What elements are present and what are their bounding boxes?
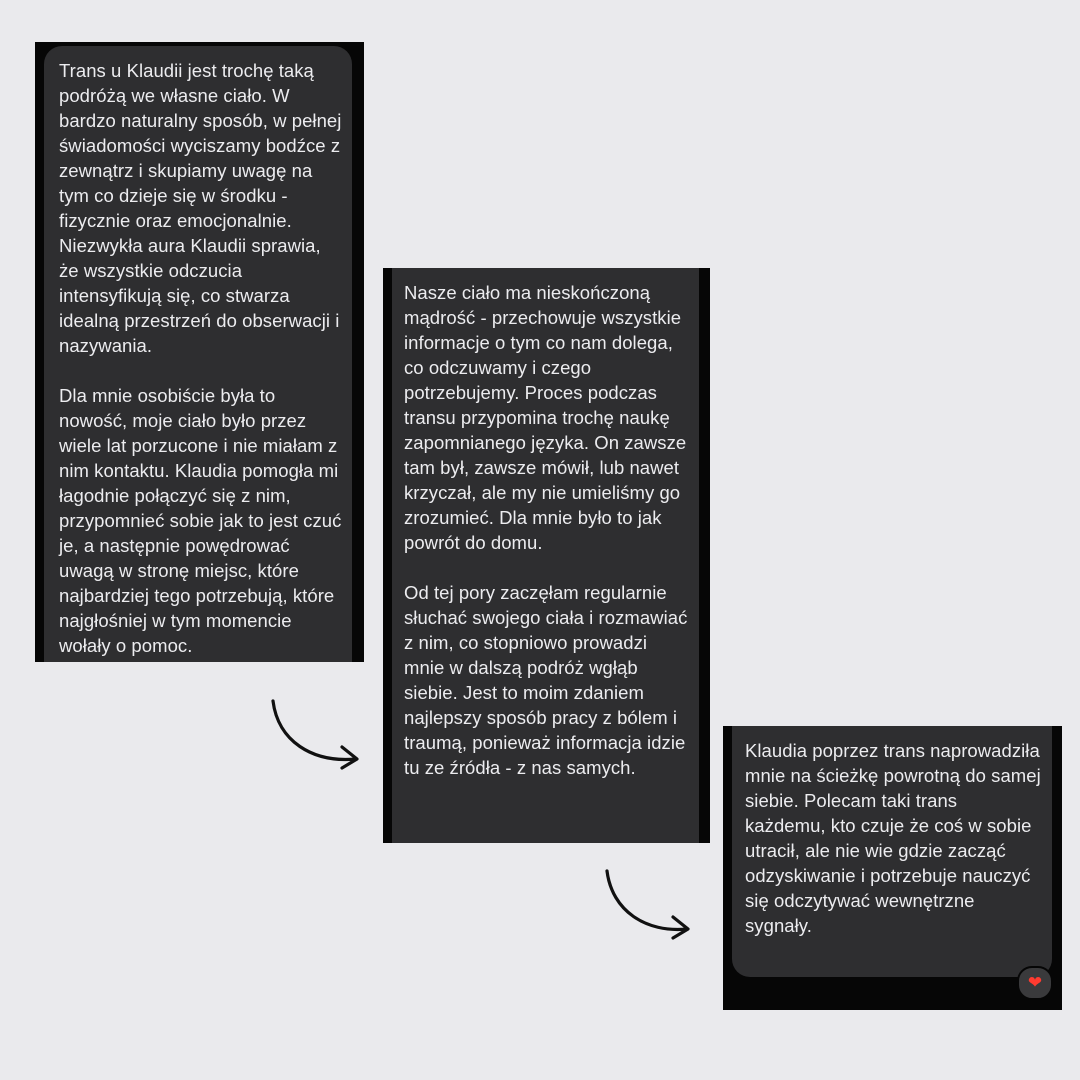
heart-icon: ❤ (1027, 972, 1043, 993)
message-bubble-3 (732, 726, 1052, 977)
message-1-paragraph-2: Dla mnie osobiście była to nowość, moje ciało było przez wiele lat porzucone i nie miałam z nim kontaktu. Klaudia pomogła mi łagodnie połączyć się z nim, przypomnieć sobie jak to jest czuć je, a następnie powędrować uwagą w stronę miejsc, które najbardziej tego potrzebują, które najgłośniej w tym momencie wołały o pomoc. (59, 385, 342, 656)
message-bubble-1 (44, 46, 352, 662)
curved-arrow-icon-2 (596, 865, 706, 945)
message-2-paragraph-2: Od tej pory zaczęłam regularnie słuchać swojego ciała i rozmawiać z nim, co stopniowo prowadzi mnie w dalszą podróż wgłąb siebie. Jest to moim zdaniem najlepszy sposób pracy z bólem i traumą, ponieważ informacja idzie tu ze źródła - z nas samych. (404, 582, 688, 778)
message-screenshot-3 (723, 726, 1062, 1010)
message-1-paragraph-1: Trans u Klaudii jest trochę taką podróżą we własne ciało. W bardzo naturalny sposób, w pełnej świadomości wyciszamy bodźce z zewnątrz i skupiamy uwagę na tym co dzieje się w środku - fizycznie oraz emocjonalnie. Niezwykła aura Klaudii sprawia, że wszystkie odczucia intensyfikują się, co stwarza idealną przestrzeń do obserwacji i nazywania. (59, 60, 342, 356)
message-2-paragraph-1: Nasze ciało ma nieskończoną mądrość - przechowuje wszystkie informacje o tym co nam dolega, co odczuwamy i czego potrzebujemy. Proces podczas transu przypomina trochę naukę zapomnianego języka. On zawsze tam był, zawsze mówił, lub nawet krzyczał, ale my nie umieliśmy go zrozumieć. Dla mnie było to jak powrót do domu. (404, 282, 687, 553)
message-screenshot-2 (383, 268, 710, 843)
message-bubble-2 (392, 268, 699, 843)
curved-arrow-icon-1 (262, 695, 372, 775)
message-3-paragraph-1: Klaudia poprzez trans naprowadziła mnie na ścieżkę powrotną do samej siebie. Polecam taki trans każdemu, kto czuje że coś w sobie utracił, ale nie wie gdzie zacząć odzyskiwanie i potrzebuje nauczyć się odczytywać wewnętrzne sygnały. (745, 740, 1041, 936)
message-screenshot-1 (35, 42, 364, 662)
heart-reaction-icon[interactable] (1017, 966, 1053, 1000)
